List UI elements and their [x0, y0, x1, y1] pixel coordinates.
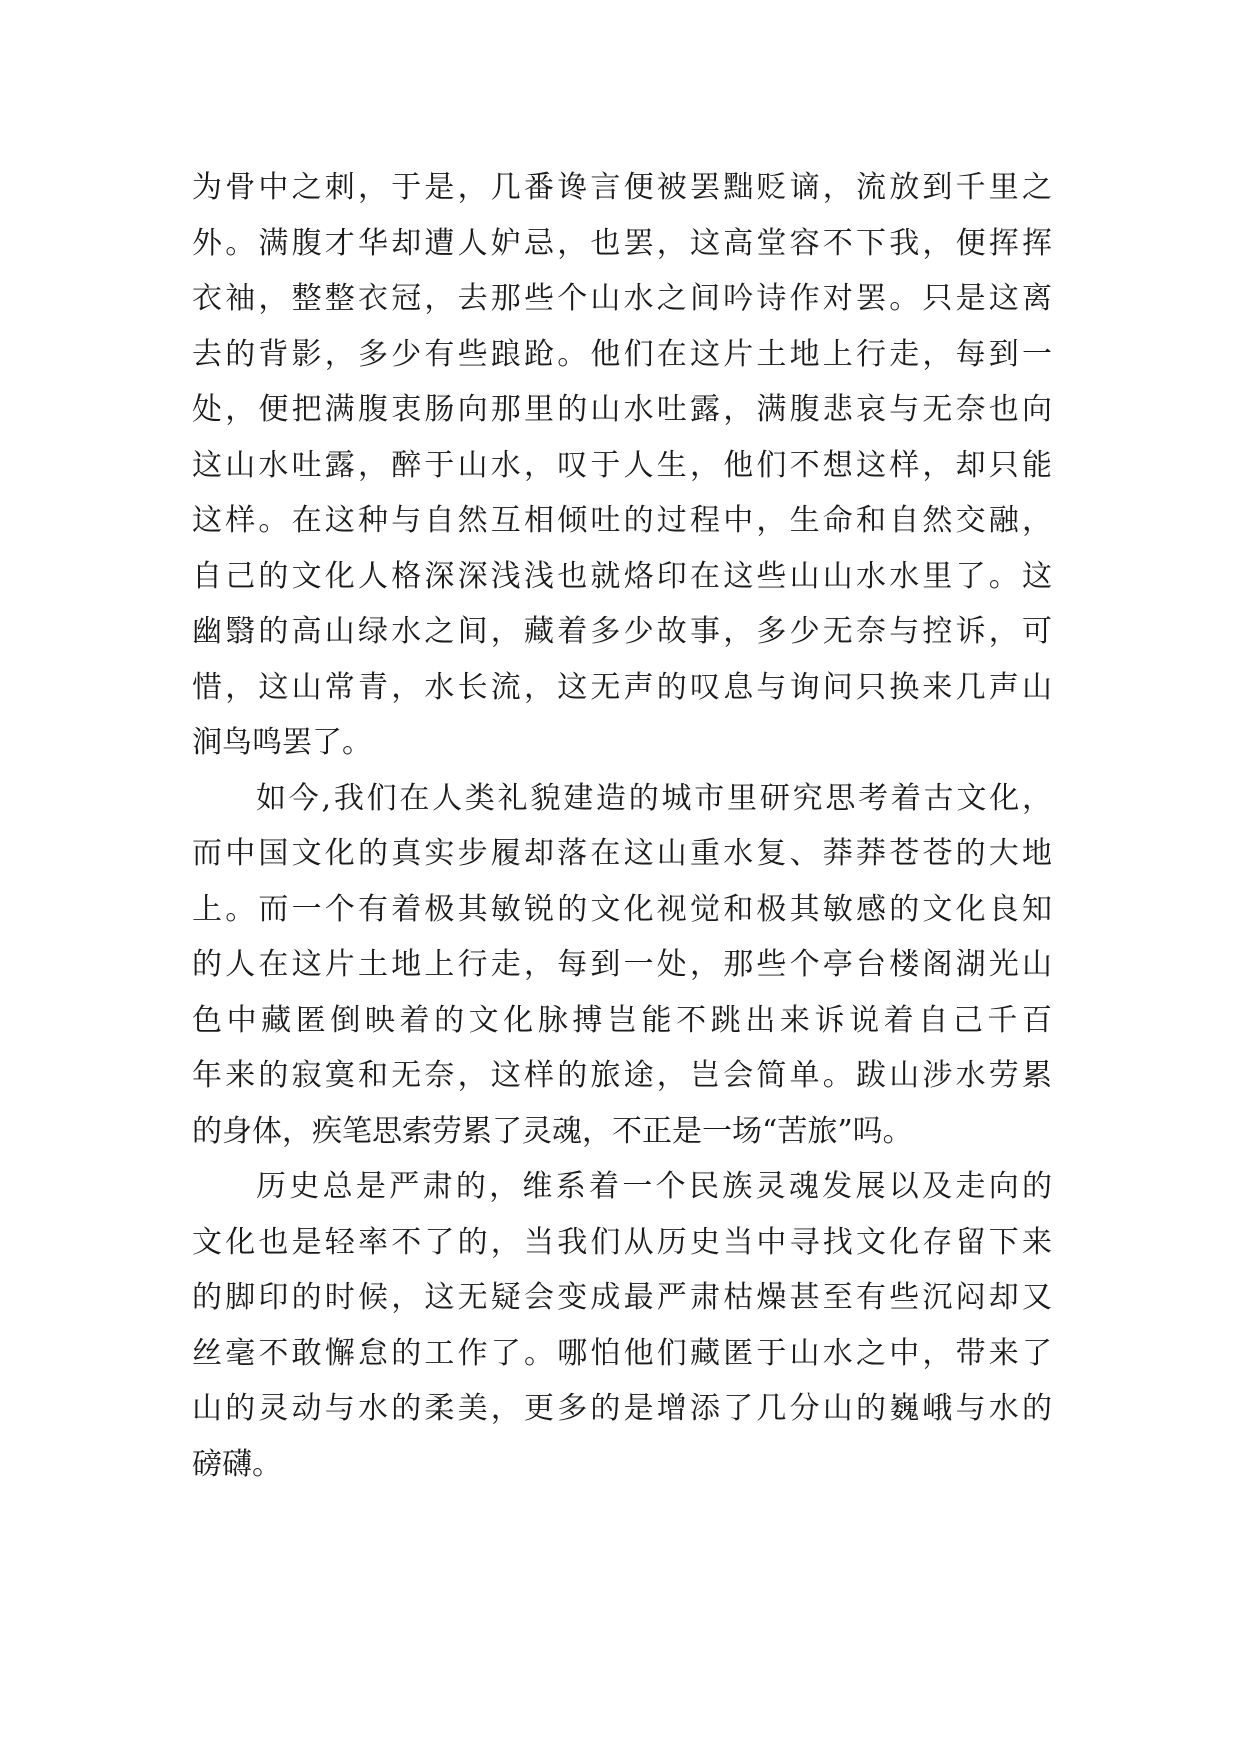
- text-line: 山的灵动与水的柔美，更多的是增添了几分山的巍峨与水的: [192, 1391, 1052, 1426]
- text-line: 色中藏匿倒映着的文化脉搏岂能不跳出来诉说着自己千百: [192, 1002, 1052, 1038]
- text-line: 为骨中之刺，于是，几番谗言便被罢黜贬谪，流放到千里之: [192, 170, 1052, 205]
- text-line: 惜，这山常青，水长流，这无声的叹息与询问只换来几声山: [192, 669, 1052, 705]
- text-line: 文化也是轻率不了的，当我们从历史当中寻找文化存留下来: [192, 1224, 1052, 1260]
- text-line: 的脚印的时候，这无疑会变成最严肃枯燥甚至有些沉闷却又: [192, 1280, 1052, 1315]
- text-line: 上。而一个有着极其敏锐的文化视觉和极其敏感的文化良知: [192, 891, 1052, 927]
- text-line: 丝毫不敢懈怠的工作了。哪怕他们藏匿于山水之中，带来了: [192, 1335, 1052, 1371]
- text-line: 幽翳的高山绿水之间，藏着多少故事，多少无奈与控诉，可: [192, 614, 1052, 649]
- text-line: 处，便把满腹衷肠向那里的山水吐露，满腹悲哀与无奈也向: [192, 392, 1052, 427]
- paragraph-1: [192, 160, 1052, 771]
- text-line: 涧鸟鸣罢了。: [192, 725, 372, 760]
- text-line: 历史总是严肃的，维系着一个民族灵魂发展以及走向的: [256, 1169, 1052, 1204]
- text-line: 这山水吐露，醉于山水，叹于人生，他们不想这样，却只能: [192, 447, 1052, 483]
- text-line: 自己的文化人格深深浅浅也就烙印在这些山山水水里了。这: [192, 558, 1052, 594]
- text-line: 的人在这片土地上行走，每到一处，那些个亭台楼阁湖光山: [192, 947, 1052, 982]
- paragraph-2: [192, 771, 1052, 1160]
- text-line: 年来的寂寞和无奈，这样的旅途，岂会简单。跋山涉水劳累: [192, 1058, 1052, 1093]
- essay-text: [192, 160, 1052, 1492]
- text-line: 衣袖，整整衣冠，去那些个山水之间吟诗作对罢。只是这离: [192, 281, 1052, 316]
- text-line: 而中国文化的真实步履却落在这山重水复、莽莽苍苍的大地: [192, 836, 1052, 871]
- text-line: 这样。在这种与自然互相倾吐的过程中，生命和自然交融，: [192, 503, 1052, 538]
- text-line: 外。满腹才华却遭人妒忌，也罢，这高堂容不下我，便挥挥: [192, 225, 1052, 261]
- text-line: 的身体，疾笔思索劳累了灵魂，不正是一场“苦旅”吗。: [192, 1113, 913, 1149]
- paragraph-3: [192, 1159, 1052, 1492]
- text-line: 如今,我们在人类礼貌建造的城市里研究思考着古文化，: [256, 780, 1052, 816]
- text-line: 磅礴。: [192, 1446, 282, 1482]
- text-line: 去的背影，多少有些踉跄。他们在这片土地上行走，每到一: [192, 336, 1052, 372]
